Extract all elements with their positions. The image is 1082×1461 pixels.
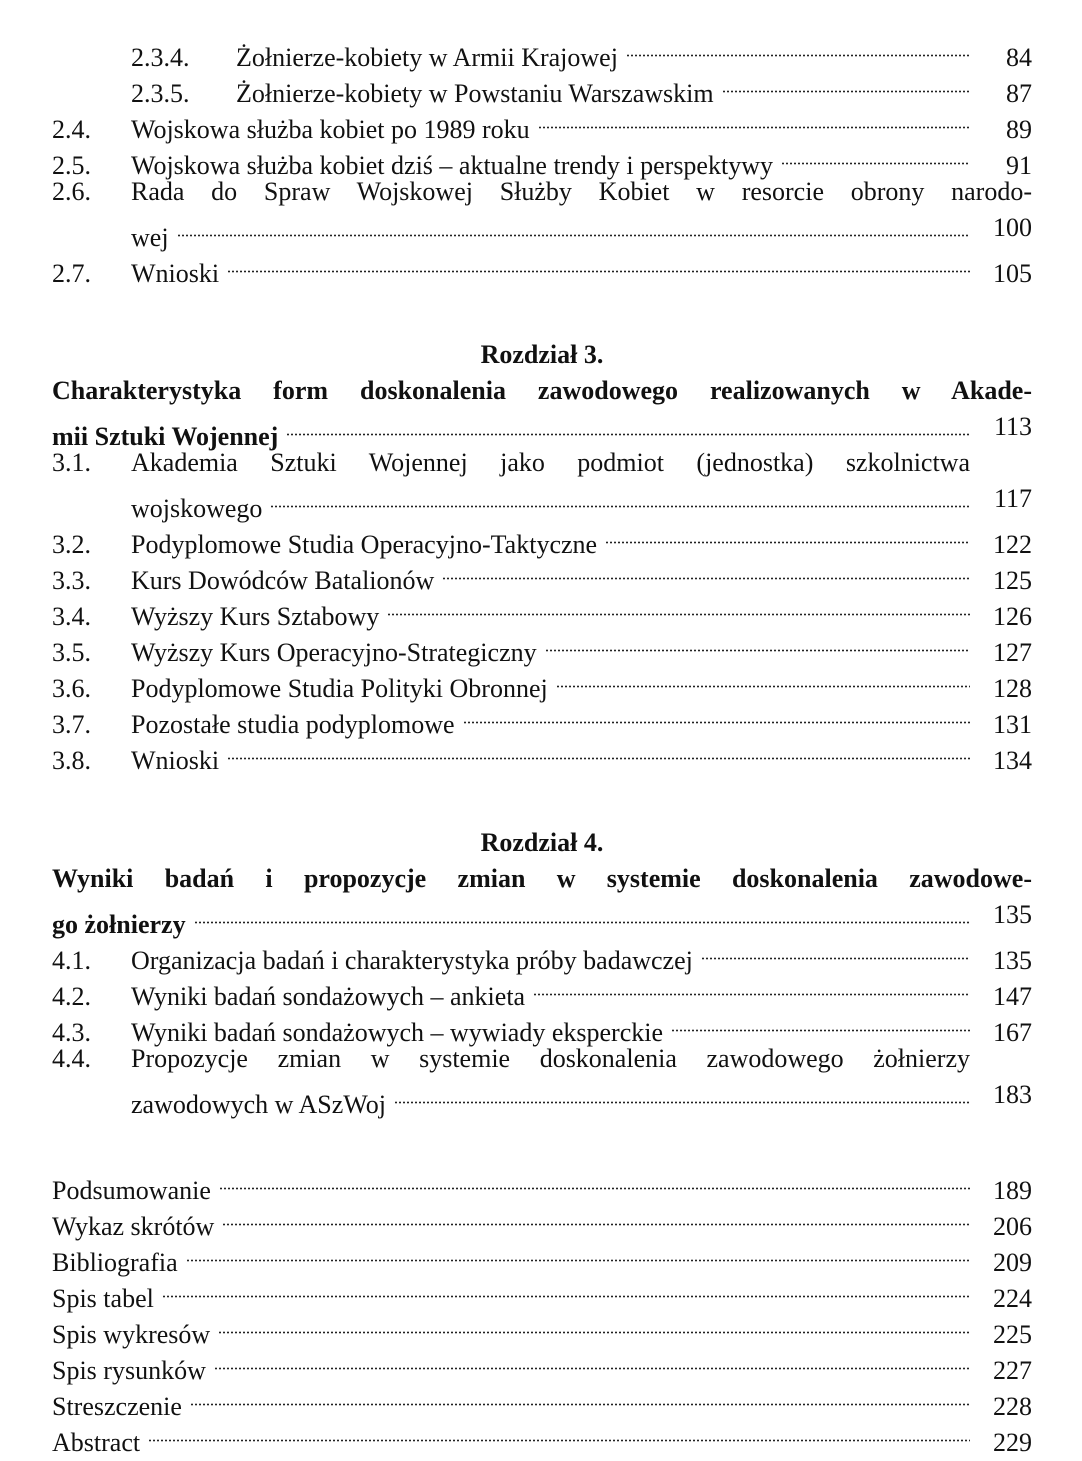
chapter-title-line2: mii Sztuki Wojennej [52,422,279,451]
entry-title: Kurs Dowódców Batalionów [131,566,435,595]
entry-title-line2: wojskowego [131,494,263,523]
chapter-3-heading: Rozdział 3. [480,340,604,369]
toc-entry-4-4 [52,1041,1032,1119]
entry-title: Żołnierze-kobiety w Powstaniu Warszawskim [236,79,714,108]
entry-number: 3.8. [52,746,91,775]
chapter-page: 135 [993,900,1032,929]
entry-title: Bibliografia [52,1248,178,1277]
toc-entry-wykaz-skrotow [52,1199,1032,1241]
entry-page: 127 [993,638,1032,667]
entry-title-line2: zawodowych w ASzWoj [131,1090,386,1119]
dot-leader [701,933,970,969]
dot-leader [387,589,970,625]
entry-page: 228 [993,1392,1032,1421]
entry-number: 2.6. [52,177,91,206]
entry-number: 4.1. [52,946,91,975]
entry-page: 87 [1006,79,1032,108]
toc-entry-2-7 [52,246,1032,288]
dot-leader [222,1199,970,1235]
entry-title: Podyplomowe Studia Polityki Obronnej [131,674,548,703]
dot-leader [190,1379,970,1415]
toc-entry-3-3 [52,553,1032,595]
dot-leader [219,1163,970,1199]
toc-entry-3-2 [52,517,1032,559]
entry-number: 2.7. [52,259,91,288]
dot-leader [214,1343,970,1379]
entry-page: 225 [993,1320,1032,1349]
entry-page: 147 [993,982,1032,1011]
toc-entry-3-6 [52,661,1032,703]
table-of-contents [52,30,1032,1457]
chapter-page: 113 [993,412,1032,441]
entry-page: 183 [993,1080,1032,1109]
dot-leader [781,138,970,174]
entry-page: 128 [993,674,1032,703]
toc-entry-2-5 [52,138,1032,180]
entry-title: Wnioski [131,746,220,775]
entry-title-line2: wej [131,223,169,252]
entry-page: 122 [993,530,1032,559]
entry-title-line1: Akademia Sztuki Wojennej jako podmiot (jednostka) szkolnictwa [131,448,970,477]
entry-number: 4.2. [52,982,91,1011]
entry-number: 2.5. [52,151,91,180]
toc-entry-4-2 [52,969,1032,1011]
entry-title: Podsumowanie [52,1176,211,1205]
toc-entry-bibliografia [52,1235,1032,1277]
dot-leader [286,409,970,445]
entry-page: 89 [1006,115,1032,144]
entry-title: Wojskowa służba kobiet dziś – aktualne trendy i perspektywy [131,151,773,180]
dot-leader [218,1307,970,1343]
toc-entry-podsumowanie [52,1163,1032,1205]
dot-leader [270,481,970,517]
toc-entry-spis-tabel [52,1271,1032,1313]
toc-entry-spis-wykresow [52,1307,1032,1349]
entry-number: 3.1. [52,448,91,477]
entry-title: Spis wykresów [52,1320,211,1349]
entry-title: Wnioski [131,259,220,288]
entry-title: Spis rysunków [52,1356,206,1385]
dot-leader [626,30,970,66]
dot-leader [605,517,970,553]
entry-page: 227 [993,1356,1032,1385]
entry-title-line1: Rada do Spraw Wojskowej Służby Kobiet w resorcie obrony narodo- [131,177,1032,206]
toc-entry-4-3 [52,1005,1032,1047]
entry-title: Organizacja badań i charakterystyka próby badawczej [131,946,693,975]
entry-page: 91 [1006,151,1032,180]
chapter-4-title [52,861,1032,939]
chapter-title-line1: Charakterystyka form doskonalenia zawodowego realizowanych w Akade- [52,376,1032,405]
entry-title: Wyższy Kurs Sztabowy [131,602,380,631]
dot-leader [463,697,970,733]
toc-entry-spis-rysunkow [52,1343,1032,1385]
chapter-title-line1: Wyniki badań i propozycje zmian w systemie doskonalenia zawodowe- [52,864,1032,893]
toc-entry-2-4 [52,102,1032,144]
dot-leader [227,246,970,282]
entry-title-line1: Propozycje zmian w systemie doskonalenia zawodowego żołnierzy [131,1044,970,1073]
toc-entry-3-8 [52,733,1032,775]
entry-page: 189 [993,1176,1032,1205]
entry-number: 3.6. [52,674,91,703]
toc-entry-2-3-4 [52,30,1032,72]
dot-leader [442,553,970,589]
dot-leader [671,1005,970,1041]
dot-leader [538,102,970,138]
dot-leader [148,1415,970,1451]
entry-number: 3.2. [52,530,91,559]
entry-title: Wykaz skrótów [52,1212,215,1241]
entry-page: 84 [1006,43,1032,72]
entry-number: 2.3.5. [131,79,190,108]
dot-leader [556,661,970,697]
dot-leader [186,1235,970,1271]
dot-leader [227,733,970,769]
toc-entry-3-5 [52,625,1032,667]
dot-leader [394,1077,970,1113]
entry-number: 2.4. [52,115,91,144]
entry-page: 126 [993,602,1032,631]
entry-number: 4.4. [52,1044,91,1073]
entry-title: Wyższy Kurs Operacyjno-Strategiczny [131,638,537,667]
entry-page: 224 [993,1284,1032,1313]
entry-page: 117 [993,484,1032,513]
dot-leader [545,625,970,661]
toc-entry-abstract [52,1415,1032,1457]
toc-entry-3-4 [52,589,1032,631]
entry-number: 3.4. [52,602,91,631]
chapter-title-line2: go żołnierzy [52,910,186,939]
entry-page: 135 [993,946,1032,975]
entry-title: Podyplomowe Studia Operacyjno-Taktyczne [131,530,598,559]
entry-title: Streszczenie [52,1392,182,1421]
dot-leader [162,1271,970,1307]
toc-entry-3-1 [52,445,1032,523]
toc-entry-3-7 [52,697,1032,739]
toc-entry-4-1 [52,933,1032,975]
entry-number: 3.3. [52,566,91,595]
entry-number: 3.7. [52,710,91,739]
chapter-3-title [52,373,1032,451]
dot-leader [722,66,970,102]
chapter-4-heading: Rozdział 4. [480,828,604,857]
dot-leader [533,969,970,1005]
entry-page: 131 [993,710,1032,739]
entry-title: Pozostałe studia podyplomowe [131,710,455,739]
entry-title: Abstract [52,1428,141,1457]
entry-number: 2.3.4. [131,43,190,72]
entry-page: 100 [993,213,1032,242]
entry-title: Spis tabel [52,1284,154,1313]
entry-page: 167 [993,1018,1032,1047]
entry-page: 206 [993,1212,1032,1241]
entry-page: 209 [993,1248,1032,1277]
entry-title: Wyniki badań sondażowych – ankieta [131,982,526,1011]
entry-page: 229 [993,1428,1032,1457]
entry-number: 3.5. [52,638,91,667]
toc-entry-streszczenie [52,1379,1032,1421]
entry-title: Wyniki badań sondażowych – wywiady eksperckie [131,1018,663,1047]
dot-leader [177,210,970,246]
entry-page: 125 [993,566,1032,595]
dot-leader [194,897,970,933]
entry-page: 134 [993,746,1032,775]
entry-title: Żołnierze-kobiety w Armii Krajowej [236,43,618,72]
entry-page: 105 [993,259,1032,288]
toc-entry-2-6 [52,174,1032,252]
entry-title: Wojskowa służba kobiet po 1989 roku [131,115,530,144]
entry-number: 4.3. [52,1018,91,1047]
